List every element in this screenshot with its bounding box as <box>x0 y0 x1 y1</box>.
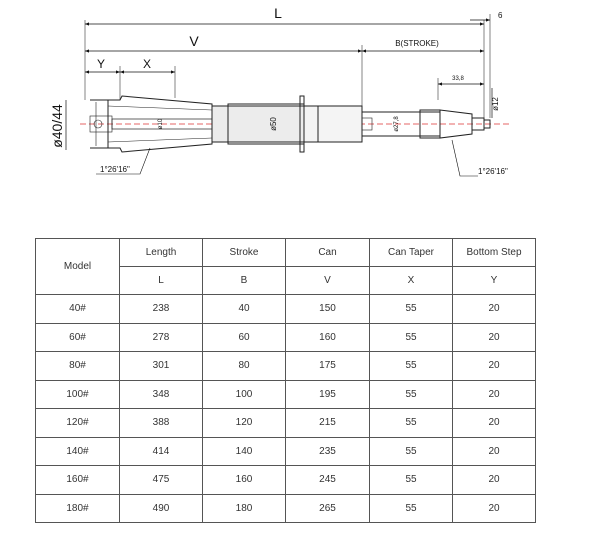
spec-table <box>35 238 536 523</box>
header-bottom-step: Bottom Step <box>453 239 536 267</box>
cell-model: 180# <box>36 494 120 523</box>
table-row <box>36 409 536 438</box>
cell-length: 238 <box>120 295 203 324</box>
cell-stroke: 160 <box>203 466 286 495</box>
cell-can: 160 <box>286 323 370 352</box>
cell-can-taper: 55 <box>370 352 453 381</box>
label-d50: ø50 <box>269 117 278 131</box>
label-angle-left: 1°26'16" <box>100 165 130 174</box>
cell-length: 278 <box>120 323 203 352</box>
header-can-taper: Can Taper <box>370 239 453 267</box>
cell-can-taper: 55 <box>370 437 453 466</box>
cell-bottom-step: 20 <box>453 466 536 495</box>
cell-can-taper: 55 <box>370 380 453 409</box>
label-angle-right: 1°26'16" <box>478 167 508 176</box>
cell-model: 120# <box>36 409 120 438</box>
header-length: Length <box>120 239 203 267</box>
cell-stroke: 140 <box>203 437 286 466</box>
cell-length: 348 <box>120 380 203 409</box>
cell-bottom-step: 20 <box>453 494 536 523</box>
label-L: L <box>274 5 282 21</box>
cell-length: 301 <box>120 352 203 381</box>
cell-bottom-step: 20 <box>453 409 536 438</box>
label-V: V <box>189 33 199 49</box>
cell-bottom-step: 20 <box>453 437 536 466</box>
label-X: X <box>142 57 152 71</box>
label-d12: ø12 <box>491 97 500 111</box>
cell-stroke: 60 <box>203 323 286 352</box>
cell-bottom-step: 20 <box>453 380 536 409</box>
cell-can-taper: 55 <box>370 295 453 324</box>
cell-stroke: 80 <box>203 352 286 381</box>
gas-spring-body <box>90 96 490 152</box>
table-row <box>36 494 536 523</box>
header-model: Model <box>36 239 120 295</box>
cell-model: 140# <box>36 437 120 466</box>
label-d27: ø27,8 <box>394 116 400 132</box>
symbol-B: B <box>203 267 286 295</box>
gas-spring-technical-drawing <box>0 0 589 200</box>
cell-model: 80# <box>36 352 120 381</box>
table-row <box>36 380 536 409</box>
label-d33: 33,8 <box>452 76 464 82</box>
label-d10: ø10 <box>158 118 164 130</box>
table-row <box>36 437 536 466</box>
cell-stroke: 120 <box>203 409 286 438</box>
label-Y: Y <box>96 57 106 71</box>
table-row <box>36 352 536 381</box>
cell-length: 388 <box>120 409 203 438</box>
cell-can: 150 <box>286 295 370 324</box>
symbol-V: V <box>286 267 370 295</box>
symbol-Y: Y <box>453 267 536 295</box>
cell-bottom-step: 20 <box>453 323 536 352</box>
cell-model: 160# <box>36 466 120 495</box>
header-can: Can <box>286 239 370 267</box>
cell-model: 40# <box>36 295 120 324</box>
label-end-length: 6 <box>498 11 503 20</box>
symbol-L: L <box>120 267 203 295</box>
cell-length: 490 <box>120 494 203 523</box>
cell-can: 215 <box>286 409 370 438</box>
cell-model: 60# <box>36 323 120 352</box>
cell-bottom-step: 20 <box>453 295 536 324</box>
label-stroke: B(STROKE) <box>395 39 439 48</box>
cell-stroke: 40 <box>203 295 286 324</box>
cell-bottom-step: 20 <box>453 352 536 381</box>
cell-can-taper: 55 <box>370 409 453 438</box>
cell-stroke: 100 <box>203 380 286 409</box>
cell-can: 195 <box>286 380 370 409</box>
symbol-X: X <box>370 267 453 295</box>
cell-stroke: 180 <box>203 494 286 523</box>
cell-can-taper: 55 <box>370 323 453 352</box>
table-row <box>36 323 536 352</box>
cell-can: 265 <box>286 494 370 523</box>
table-header-row <box>36 239 536 267</box>
header-stroke: Stroke <box>203 239 286 267</box>
table-row <box>36 295 536 324</box>
cell-can-taper: 55 <box>370 466 453 495</box>
cell-model: 100# <box>36 380 120 409</box>
cell-length: 414 <box>120 437 203 466</box>
cell-can: 175 <box>286 352 370 381</box>
cell-can: 245 <box>286 466 370 495</box>
cell-can: 235 <box>286 437 370 466</box>
angle-leaders <box>96 140 478 176</box>
cell-length: 475 <box>120 466 203 495</box>
label-d40-44: ø40/44 <box>49 104 65 148</box>
cell-can-taper: 55 <box>370 494 453 523</box>
table-row <box>36 466 536 495</box>
